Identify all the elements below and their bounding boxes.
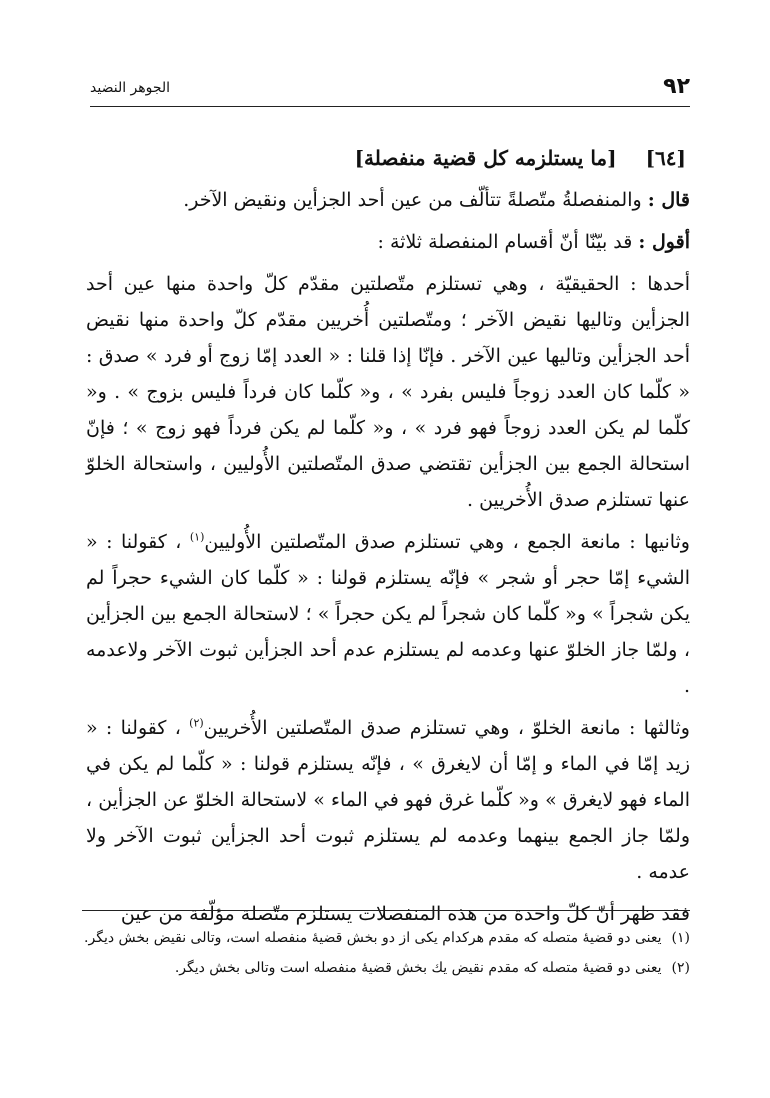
paragraph-text: والمنفصلةُ متّصلةً تتألّف من عين أحد الجزأين ونقيض الآخر. <box>183 189 648 211</box>
paragraph-text: ، كقولنا : « الشيء إمّا حجر أو شجر » فإنّه يستلزم قولنا : « كلّما كان الشيء حجراً لم يكن شجراً » و« كلّما كان شجراً لم يكن حجراً » ؛ لاستحالة الجمع بين الجزأين ، ولمّا جاز الخلوّ عنها وعدمه لم يستلزم عدم أحد الجزأين ثبوت الآخر ولاعدمه . <box>86 531 690 697</box>
paragraph-third-type <box>86 710 690 890</box>
footnote-text: يعنى دو قضيهٔ متصله كه مقدم هركدام يكى از دو بخش قضيهٔ منفصله است، وتالى نقيض بخش ديگر. <box>84 930 662 946</box>
paragraph-text: فقد ظهر أنّ كلّ واحدة من هذه المنفصلات يستلزم متّصلة مؤلّفة من عين <box>120 903 690 925</box>
lead-word: أقول : <box>638 231 690 253</box>
main-text <box>86 140 690 938</box>
running-title: الجوهر النضيد <box>90 80 171 96</box>
paragraph-first-type <box>86 266 690 518</box>
footnote-ref[interactable]: (٢) <box>189 716 204 730</box>
footnote <box>82 955 690 981</box>
footnotes <box>82 910 690 985</box>
section-title: [ما يستلزمه كل قضية منفصلة] <box>354 146 617 170</box>
footnote-ref[interactable]: (١) <box>189 530 205 544</box>
footnote-mark: (١) <box>671 930 690 946</box>
paragraph-second-type <box>86 524 690 704</box>
footnote <box>82 925 690 951</box>
section-number: [٦٤] <box>645 146 686 170</box>
paragraph-text: قد بيّنّا أنّ أقسام المنفصلة ثلاثة : <box>377 231 639 253</box>
page-number: ٩٢ <box>663 74 690 99</box>
paragraph-text: وثالثها : مانعة الخلوّ ، وهي تستلزم صدق المتّصلتين الأُخريين <box>203 717 690 739</box>
section-heading <box>86 140 686 176</box>
footnote-text: يعنى دو قضيهٔ متصله كه مقدم نقيض يك بخش قضيهٔ منفصله است وتالى بخش ديگر. <box>174 960 662 976</box>
page-header <box>90 66 690 107</box>
lead-word: قال : <box>647 189 690 211</box>
footnote-mark: (٢) <box>671 960 690 976</box>
paragraph-statement <box>86 182 690 218</box>
paragraph-text: ، كقولنا : « زيد إمّا في الماء و إمّا أن لايغرق » ، فإنّه يستلزم قولنا : « كلّما لم يكن في الماء فهو لايغرق » و« كلّما غرق فهو في الماء » لاستحالة الخلوّ عن الجزأين ، ولمّا جاز الجمع بينهما وعدمه لم يستلزم ثبوت أحد الجزأين ثبوت الآخر ولا عدمه . <box>86 717 690 883</box>
paragraph-text: أحدها : الحقيقيّة ، وهي تستلزم متّصلتين مقدّم كلّ واحدة منها عين أحد الجزأين وتاليها نقيض الآخر ؛ ومتّصلتين أُخريين مقدّم كلّ واحدة منها نقيض أحد الجزأين وتاليها عين الآخر . فإنّا إذا قلنا : « العدد إمّا زوج أو فرد » صدق : « كلّما كان العدد زوجاً فليس بفرد » ، و« كلّما كان فرداً فليس بزوج » . و« كلّما لم يكن العدد زوجاً فهو فرد » ، و« كلّما لم يكن فرداً فهو زوج » ؛ فإنّ استحالة الجمع بين الجزأين تقتضي صدق المتّصلتين الأُوليين ، واستحالة الخلوّ عنها تستلزم صدق الأُخريين . <box>86 273 690 511</box>
paragraph-text: وثانيها : مانعة الجمع ، وهي تستلزم صدق المتّصلتين الأُوليين <box>204 531 690 553</box>
paragraph-commentary <box>86 224 690 260</box>
